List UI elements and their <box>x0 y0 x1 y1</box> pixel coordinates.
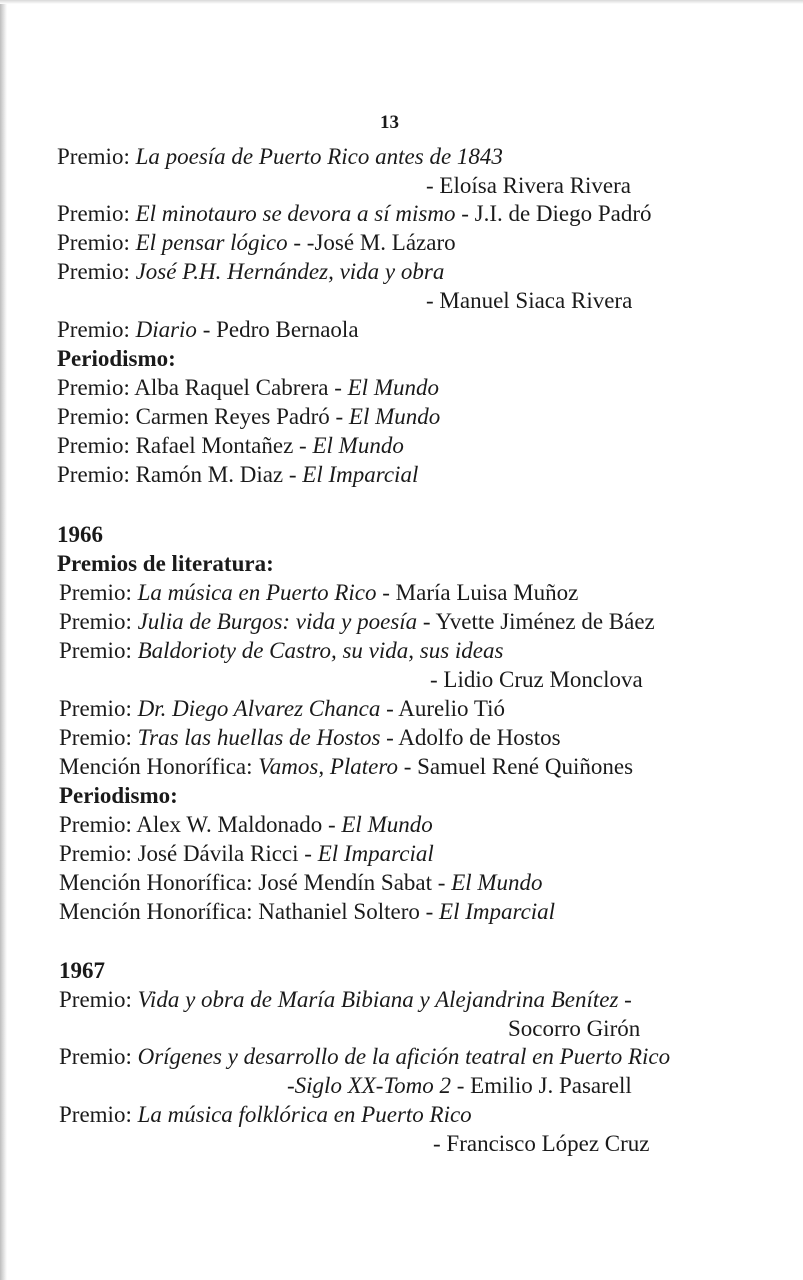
work-title: La música en Puerto Rico <box>137 580 377 605</box>
text-line <box>59 753 633 781</box>
line-text: - María Luisa Muñoz <box>376 580 579 605</box>
text-line <box>430 666 643 694</box>
text-line <box>59 986 632 1014</box>
line-text: Mención Honorífica: José Mendín Sabat - <box>59 870 452 895</box>
work-title: El Mundo <box>341 812 433 837</box>
text-line <box>57 345 176 373</box>
line-text: - Emilio J. Pasarell <box>451 1073 632 1098</box>
text-line <box>59 898 555 926</box>
text-line <box>57 403 440 431</box>
line-text: Premio: Alex W. Maldonado - <box>59 812 342 837</box>
line-text: - Samuel René Quiñones <box>397 754 634 779</box>
line-text: - Aurelio Tió <box>380 696 505 721</box>
line-text: Premio: <box>59 580 138 605</box>
text-line <box>57 316 359 344</box>
line-text: Premio: <box>59 609 138 634</box>
text-line <box>57 521 103 549</box>
line-text: Premio: <box>57 201 136 226</box>
page-top-edge <box>0 0 803 4</box>
line-text: Premio: <box>59 1044 138 1069</box>
work-title: El pensar lógico <box>135 230 288 255</box>
work-title: Orígenes y desarrollo de la afición teatral en Puerto Rico <box>137 1044 671 1069</box>
text-line <box>287 1072 632 1100</box>
line-text: Premio: Carmen Reyes Padró - <box>57 404 349 429</box>
line-text: Premio: Alba Raquel Cabrera - <box>57 375 348 400</box>
text-line <box>59 782 178 810</box>
line-text: Premio: <box>57 230 136 255</box>
text-line <box>59 579 578 607</box>
text-line <box>426 172 631 200</box>
line-text: Premio: José Dávila Ricci - <box>59 841 318 866</box>
text-line <box>57 143 503 171</box>
line-text: Premio: <box>59 638 138 663</box>
line-text: - Yvette Jiménez de Báez <box>417 609 655 634</box>
line-text: Premio: <box>59 987 138 1012</box>
line-text: - Eloísa Rivera Rivera <box>426 173 632 198</box>
text-line <box>57 432 404 460</box>
work-title: -Siglo XX-Tomo 2 <box>287 1073 451 1098</box>
work-title: El Mundo <box>347 375 439 400</box>
text-line <box>59 608 655 636</box>
line-text: Mención Honorífica: <box>59 754 259 779</box>
page-edge-shadow <box>0 0 7 1280</box>
text-line <box>57 258 444 286</box>
text-line <box>57 200 652 228</box>
work-title: El Mundo <box>451 870 543 895</box>
line-text: Socorro Girón <box>508 1016 641 1041</box>
text-line <box>57 461 418 489</box>
line-text: Premio: <box>57 144 136 169</box>
line-text: - Manuel Siaca Rivera <box>426 288 633 313</box>
work-title: El Mundo <box>348 404 441 429</box>
line-text: Premio: <box>57 317 136 342</box>
work-title: Baldorioty de Castro, su vida, sus ideas <box>137 638 504 663</box>
text-line <box>59 840 434 868</box>
line-text: Mención Honorífica: Nathaniel Soltero - <box>59 899 440 924</box>
work-title: Tras las huellas de Hostos <box>137 725 381 750</box>
line-text: - Francisco López Cruz <box>433 1131 650 1156</box>
line-text: - -José M. Lázaro <box>287 230 456 255</box>
work-title: Dr. Diego Alvarez Chanca <box>137 696 381 721</box>
section-heading: 1966 <box>57 522 103 547</box>
line-text: - Adolfo de Hostos <box>380 725 561 750</box>
text-line <box>59 957 105 985</box>
work-title: Julia de Burgos: vida y poesía <box>137 609 418 634</box>
section-heading: Periodismo: <box>59 783 178 808</box>
page-number: 13 <box>380 112 399 133</box>
text-line <box>59 637 503 665</box>
text-line <box>59 1043 670 1071</box>
section-heading: 1967 <box>59 958 105 983</box>
line-text: - <box>618 987 632 1012</box>
work-title: El minotauro se devora a sí mismo <box>135 201 456 226</box>
work-title: El Mundo <box>312 433 404 458</box>
text-line <box>57 550 274 578</box>
line-text: - Lidio Cruz Monclova <box>430 667 643 692</box>
line-text: Premio: <box>59 696 138 721</box>
line-text: Premio: Ramón M. Diaz - <box>57 462 303 487</box>
text-line <box>57 374 439 402</box>
text-line <box>59 1101 472 1129</box>
work-title: El Imparcial <box>317 841 434 866</box>
work-title: Diario <box>135 317 197 342</box>
work-title: Vamos, Platero <box>258 754 398 779</box>
line-text: Premio: Rafael Montañez - <box>57 433 313 458</box>
text-line <box>433 1130 650 1158</box>
text-line <box>508 1015 640 1043</box>
text-line <box>426 287 632 315</box>
text-line <box>59 869 543 897</box>
section-heading: Premios de literatura: <box>57 551 274 576</box>
line-text: Premio: <box>57 259 136 284</box>
text-line <box>57 229 456 257</box>
line-text: Premio: <box>59 1102 138 1127</box>
text-line <box>59 695 505 723</box>
work-title: La música folklórica en Puerto Rico <box>137 1102 472 1127</box>
line-text: Premio: <box>59 725 138 750</box>
section-heading: Periodismo: <box>57 346 176 371</box>
work-title: La poesía de Puerto Rico antes de 1843 <box>135 144 503 169</box>
work-title: Vida y obra de María Bibiana y Alejandrina Benítez <box>137 987 619 1012</box>
text-line <box>59 811 433 839</box>
work-title: El Imparcial <box>439 899 556 924</box>
line-text: - J.I. de Diego Padró <box>455 201 652 226</box>
work-title: José P.H. Hernández, vida y obra <box>135 259 445 284</box>
work-title: El Imparcial <box>302 462 419 487</box>
text-line <box>59 724 561 752</box>
line-text: - Pedro Bernaola <box>196 317 359 342</box>
